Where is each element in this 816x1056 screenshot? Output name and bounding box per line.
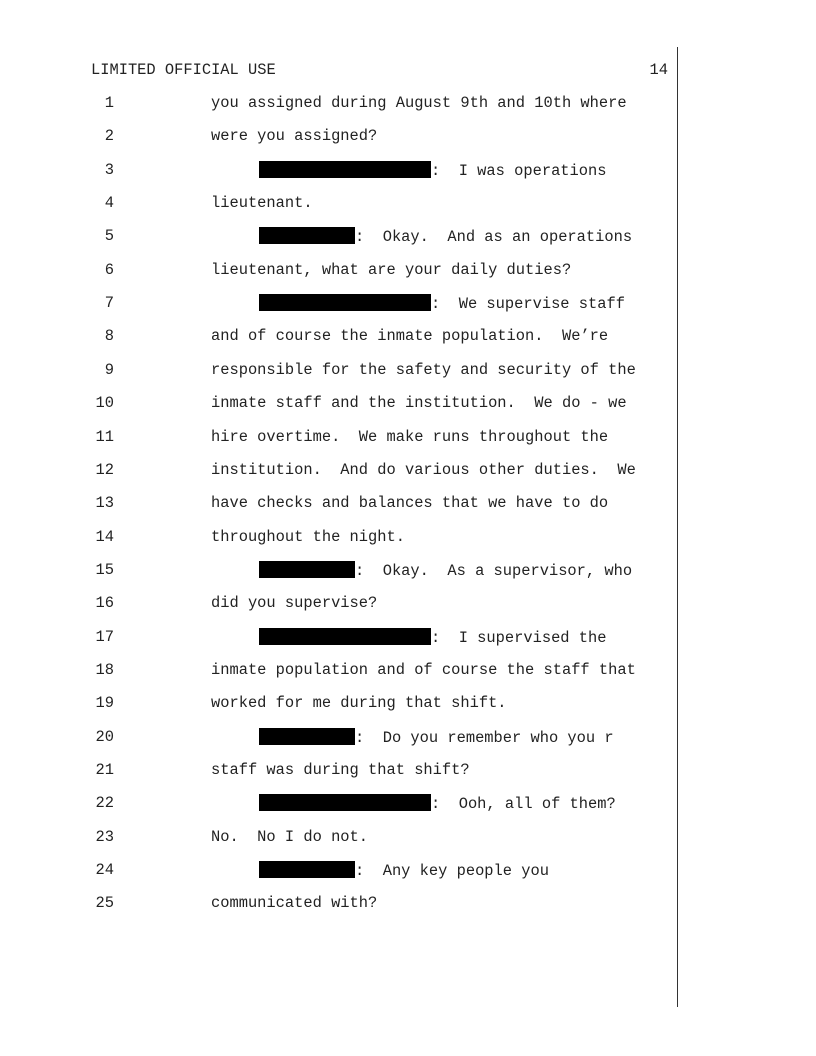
line-text <box>211 828 368 846</box>
line-number: 3 <box>104 160 114 179</box>
line-content: : I was operations <box>431 161 607 180</box>
redaction-bar <box>259 794 431 811</box>
line-text <box>211 494 608 512</box>
line-text <box>211 261 571 279</box>
classification-header: LIMITED OFFICIAL USE <box>91 61 276 79</box>
line-content: staff was during that shift? <box>211 761 470 779</box>
line-content: : I supervised the <box>431 628 607 647</box>
transcript-line <box>0 594 680 614</box>
redaction-bar <box>259 561 355 578</box>
page-number: 14 <box>649 61 668 79</box>
transcript-line <box>0 761 680 781</box>
transcript-line <box>0 528 680 548</box>
line-number: 15 <box>95 560 114 579</box>
transcript-line <box>0 828 680 848</box>
line-number: 14 <box>95 527 114 546</box>
line-content: : Do you remember who you r <box>355 728 614 747</box>
transcript-line <box>0 861 680 881</box>
redaction-bar <box>259 294 431 311</box>
transcript-line <box>0 894 680 914</box>
line-content: : Okay. As a supervisor, who <box>355 561 633 580</box>
transcript-line <box>0 561 680 581</box>
redaction-bar <box>259 161 431 178</box>
line-content: did you supervise? <box>211 594 378 613</box>
line-content: : Ooh, all of them? <box>431 795 616 814</box>
line-content: institution. And do various other duties. We <box>211 460 636 479</box>
line-content: inmate staff and the institution. We do - we <box>211 394 627 413</box>
line-text <box>211 594 377 612</box>
line-content: lieutenant. <box>211 194 313 213</box>
transcript-line <box>0 194 680 214</box>
line-content: : Okay. And as an operations <box>355 228 633 247</box>
line-number: 9 <box>104 360 114 379</box>
line-number: 17 <box>95 627 114 646</box>
line-number: 22 <box>95 794 114 813</box>
line-content: inmate population and of course the staff that <box>211 660 636 679</box>
line-content: lieutenant, what are your daily duties? <box>211 260 572 279</box>
speaker-line-text <box>259 861 549 880</box>
line-number: 8 <box>104 327 114 346</box>
line-number: 18 <box>95 660 114 679</box>
line-text <box>211 327 608 345</box>
line-number: 25 <box>95 894 114 913</box>
redaction-bar <box>259 227 355 244</box>
line-number: 4 <box>104 194 114 213</box>
redaction-bar <box>259 728 355 745</box>
line-number: 12 <box>95 460 114 479</box>
line-content: were you assigned? <box>211 127 378 146</box>
line-number: 19 <box>95 694 114 713</box>
transcript-line <box>0 161 680 181</box>
transcript-line <box>0 428 680 448</box>
speaker-line-text <box>259 161 606 180</box>
line-content: No. No I do not. <box>211 827 369 846</box>
line-content: : Any key people you <box>355 862 549 881</box>
line-text <box>211 94 627 112</box>
transcript-line <box>0 361 680 381</box>
speaker-line-text <box>259 628 606 647</box>
line-number: 10 <box>95 394 114 413</box>
line-content: worked for me during that shift. <box>211 694 507 713</box>
line-content: you assigned during August 9th and 10th where <box>211 94 627 112</box>
speaker-line-text <box>259 227 632 246</box>
transcript-line <box>0 294 680 314</box>
line-number: 1 <box>104 94 114 112</box>
speaker-line-text <box>259 794 616 813</box>
line-content: have checks and balances that we have to do <box>211 494 609 513</box>
line-content: communicated with? <box>211 894 378 913</box>
speaker-line-text <box>259 728 614 747</box>
line-text <box>211 361 636 379</box>
line-number: 5 <box>104 227 114 246</box>
line-number: 2 <box>104 127 114 146</box>
line-number: 7 <box>104 294 114 313</box>
line-text <box>211 394 627 412</box>
transcript-line <box>0 261 680 281</box>
transcript-line <box>0 127 680 147</box>
transcript-line <box>0 94 680 114</box>
line-text <box>211 894 377 912</box>
line-number: 6 <box>104 260 114 279</box>
line-number: 13 <box>95 494 114 513</box>
transcript-line <box>0 394 680 414</box>
speaker-line-text <box>259 294 625 313</box>
line-text <box>211 461 636 479</box>
line-number: 24 <box>95 861 114 880</box>
line-content: hire overtime. We make runs throughout the <box>211 427 609 446</box>
transcript-line <box>0 494 680 514</box>
line-text <box>211 661 636 679</box>
line-content: : We supervise staff <box>431 295 625 314</box>
line-content: responsible for the safety and security of the <box>211 360 636 379</box>
line-text <box>211 694 507 712</box>
line-text <box>211 127 377 145</box>
redaction-bar <box>259 861 355 878</box>
transcript-line <box>0 661 680 681</box>
line-number: 16 <box>95 594 114 613</box>
line-content: throughout the night. <box>211 527 405 546</box>
line-content: and of course the inmate population. We’re <box>211 327 609 346</box>
line-text <box>211 428 608 446</box>
transcript-line <box>0 628 680 648</box>
transcript-line <box>0 694 680 714</box>
transcript-line <box>0 728 680 748</box>
line-text <box>211 194 313 212</box>
transcript-line <box>0 227 680 247</box>
redaction-bar <box>259 628 431 645</box>
line-number: 23 <box>95 827 114 846</box>
transcript-line <box>0 794 680 814</box>
speaker-line-text <box>259 561 632 580</box>
line-text <box>211 528 405 546</box>
transcript-line <box>0 327 680 347</box>
line-number: 11 <box>95 427 114 446</box>
line-text <box>211 761 470 779</box>
transcript-line <box>0 461 680 481</box>
line-number: 20 <box>95 727 114 746</box>
line-number: 21 <box>95 761 114 779</box>
